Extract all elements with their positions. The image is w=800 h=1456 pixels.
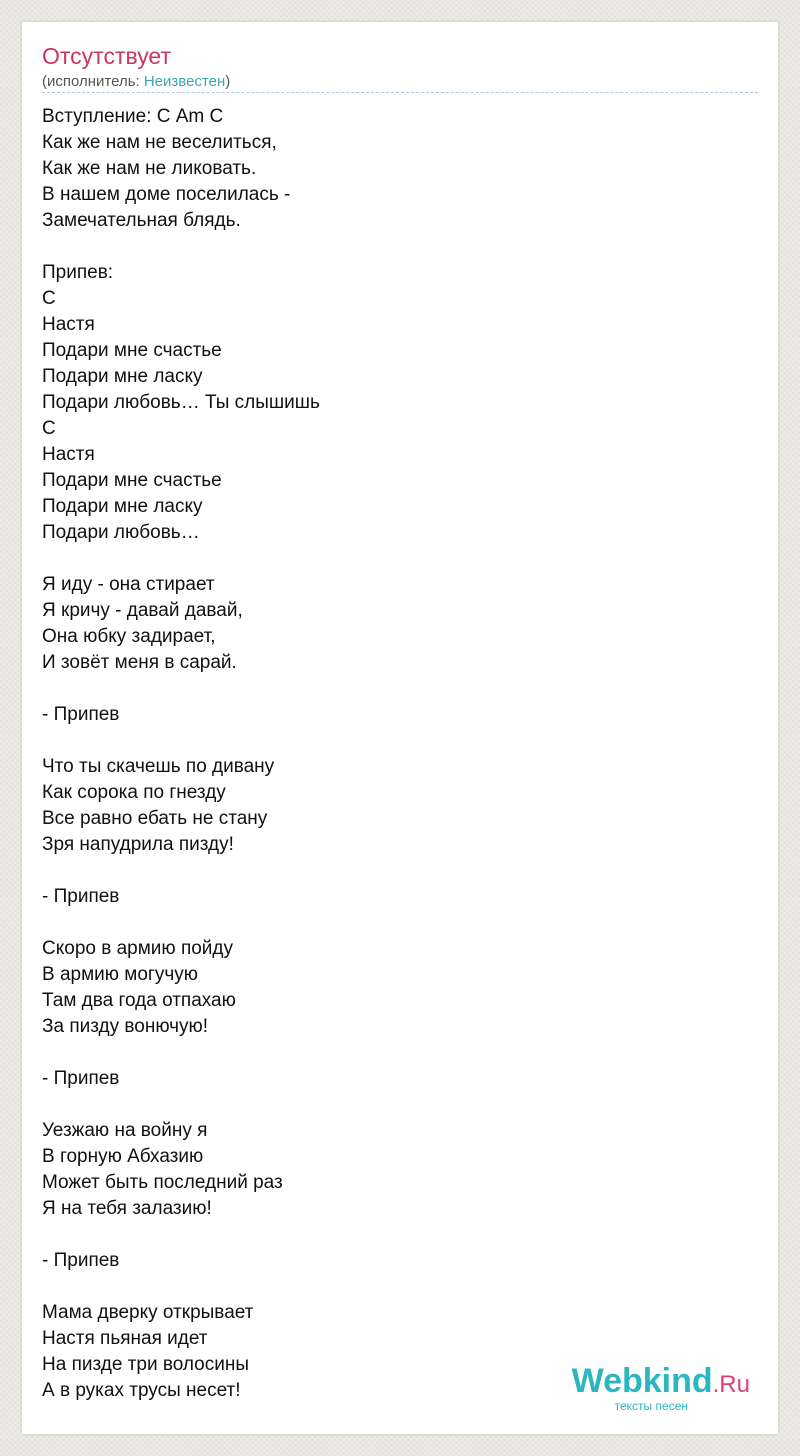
site-logo[interactable] — [572, 1364, 750, 1412]
logo-tld: .Ru — [712, 1371, 750, 1398]
artist-link[interactable]: Неизвестен — [143, 73, 226, 90]
logo-name: Webkind — [571, 1362, 713, 1400]
lyrics-card — [22, 22, 778, 1434]
lyrics-text: Вступление: С Am C Как же нам не веселиться, Как же нам не ликовать. В нашем доме поселилась - Замечательная блядь. Припев: С Настя Подари мне счастье Подари мне ласку Подари любовь… Ты слышишь С Настя Подари мне счастье Подари мне ласку Подари любовь… Я иду - она стирает Я кричу - давай давай, Она юбку задирает, И зовёт меня в сарай. - Припев Что ты скачешь по дивану Как сорока по гнезду Все равно ебать не стану Зря напудрила пизду! - Припев Скоро в армию пойду В армию могучую Там два года отпахаю За пизду вонючую! - Припев Уезжаю на войну я В горную Абхазию Может быть последний раз Я на тебя залазию! - Припев Мама дверку открывает Настя пьяная идет На пизде три волосины А в руках трусы несет! — [42, 106, 320, 1401]
artist-suffix: ) — [225, 73, 231, 90]
logo-tagline: тексты песен — [614, 1399, 688, 1413]
artist-line — [42, 72, 230, 92]
artist-prefix: (исполнитель: — [42, 73, 144, 90]
song-title: Отсутствует — [42, 43, 171, 69]
title-divider — [42, 92, 758, 93]
logo-wordmark — [572, 1364, 750, 1402]
